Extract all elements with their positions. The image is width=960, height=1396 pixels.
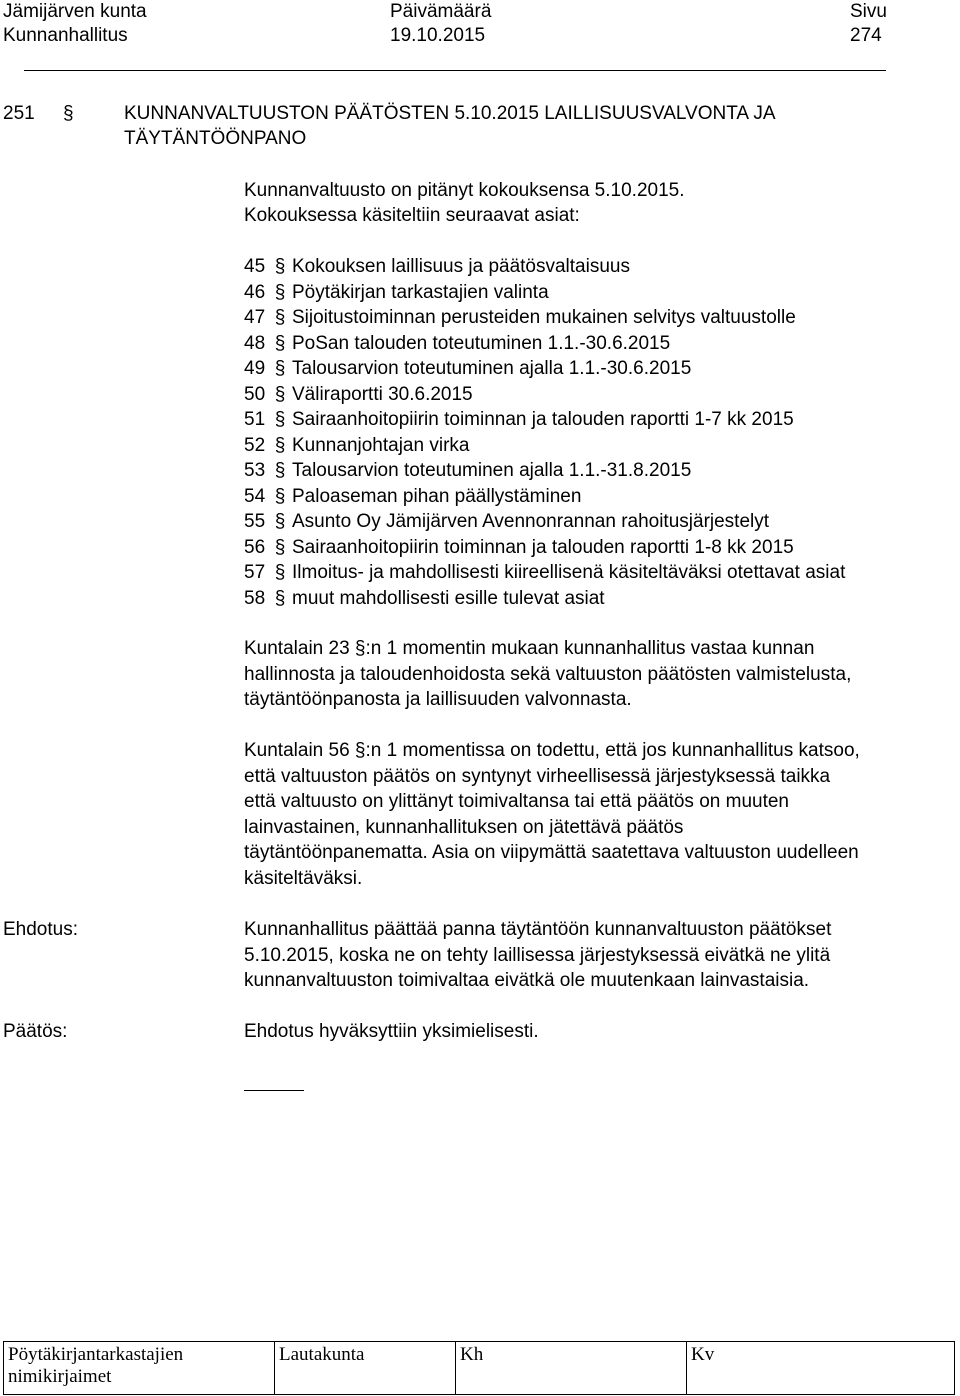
footer-board-cell: Lautakunta [275,1342,456,1395]
agenda-item-text: Sairaanhoitopiirin toiminnan ja talouden raportti 1-8 kk 2015 [292,536,794,558]
agenda-item-list [244,254,845,611]
section-sign: § [274,434,286,456]
agenda-item [244,560,845,586]
section-sign: § [274,536,286,558]
agenda-item-text: Paloaseman pihan päällystäminen [292,485,582,507]
paragraph-line: täytäntöönpanematta. Asia on viipymättä saatettava valtuuston uudelleen [244,842,859,863]
agenda-item-number: 46 [244,281,266,303]
section-sign: § [274,256,286,277]
agenda-item [244,254,845,280]
agenda-item [244,433,845,459]
agenda-item [244,509,845,535]
agenda-item [244,458,845,484]
agenda-item [244,586,845,612]
agenda-item-number: 54 [244,485,266,507]
section-sign: § [274,358,286,379]
footer-inspectors-cell: Pöytäkirjantarkastajien nimikirjaimet [4,1342,275,1395]
section-sign: § [274,460,286,481]
section-title-line2: TÄYTÄNTÖÖNPANO [124,128,307,149]
paragraph-line: 5.10.2015, koska ne on tehty laillisessa järjestyksessä eivätkä ne ylitä [244,944,831,966]
section-sign: § [274,587,286,609]
agenda-item-number: 48 [244,332,266,354]
agenda-item-text: PoSan talouden toteutuminen 1.1.-30.6.2015 [292,332,671,354]
header-rule [24,70,886,71]
section-symbol: § [63,103,74,124]
agenda-item-number: 51 [244,409,266,430]
agenda-item [244,407,845,433]
section-sign: § [274,281,286,303]
agenda-item-text: Kokouksen laillisuus ja päätösvaltaisuus [292,256,630,277]
paragraph-line: että valtuusto on ylittänyt toimivaltansa tai että päätös on muuten [244,791,789,812]
paragraph-line: että valtuuston päätös on syntynyt virheellisessä järjestyksessä taikka [244,765,831,787]
agenda-item-text: Ilmoitus- ja mahdollisesti kiireellisenä käsiteltäväksi otettavat asiat [292,562,846,583]
section-sign: § [274,409,286,430]
agenda-item [244,356,845,382]
agenda-item [244,331,845,357]
paragraph-line: lainvastainen, kunnanhallituksen on jätettävä päätös [244,816,684,838]
paragraph-line: käsiteltäväksi. [244,867,363,889]
agenda-item-number: 47 [244,307,266,328]
agenda-item-text: Sairaanhoitopiirin toiminnan ja talouden raportti 1-7 kk 2015 [292,409,794,430]
decision-text: Ehdotus hyväksyttiin yksimielisesti. [244,1021,539,1042]
section-sign: § [274,332,286,354]
section-sign: § [274,562,286,583]
header-org: Jämijärven kunta [3,1,147,22]
agenda-item-number: 58 [244,587,266,609]
agenda-item [244,280,845,306]
paragraph-line: Kuntalain 56 §:n 1 momentissa on todettu, että jos kunnanhallitus katsoo, [244,740,860,761]
header-body-name: Kunnanhallitus [3,25,128,46]
agenda-item-text: Väliraportti 30.6.2015 [292,383,473,405]
agenda-item-number: 52 [244,434,266,456]
agenda-item-text: Asunto Oy Jämijärven Avennonrannan rahoitusjärjestelyt [292,511,770,532]
paragraph-municipal-act-56 [244,738,960,891]
paragraph-line: Kuntalain 23 §:n 1 momentin mukaan kunnanhallitus vastaa kunnan [244,638,815,659]
agenda-item-text: muut mahdollisesti esille tulevat asiat [292,587,605,609]
agenda-item-number: 57 [244,562,266,583]
paragraph-line: kunnanvaltuuston toimivaltaa eivätkä ole muutenkaan lainvastaisia. [244,970,810,991]
section-sign: § [274,307,286,328]
proposal-label: Ehdotus: [3,919,78,940]
section-sign: § [274,511,286,532]
paragraph-municipal-act-23 [244,636,960,713]
proposal-text [244,917,960,994]
paragraph-line: täytäntöönpanosta ja laillisuuden valvonnasta. [244,689,632,710]
header-page-label: Sivu [850,1,887,22]
intro-line1: Kunnanvaltuusto on pitänyt kokouksensa 5.10.2015. [244,180,685,201]
agenda-item-number: 49 [244,358,266,379]
agenda-item [244,305,845,331]
agenda-item-number: 45 [244,256,266,277]
agenda-item [244,484,845,510]
agenda-item [244,382,845,408]
decision-label: Päätös: [3,1021,68,1042]
agenda-item-number: 53 [244,460,266,481]
section-number: 251 [3,103,35,124]
header-date: 19.10.2015 [390,25,486,46]
section-sign: § [274,485,286,507]
agenda-item-text: Talousarvion toteutuminen ajalla 1.1.-31.8.2015 [292,460,692,481]
agenda-item-number: 56 [244,536,266,558]
footer-kv-cell: Kv [687,1342,955,1395]
header-page-number: 274 [850,25,882,46]
agenda-item-text: Sijoitustoiminnan perusteiden mukainen selvitys valtuustolle [292,307,796,328]
agenda-item-text: Talousarvion toteutuminen ajalla 1.1.-30.6.2015 [292,358,692,379]
end-line [244,1090,304,1091]
agenda-item-number: 50 [244,383,266,405]
section-title-line1: KUNNANVALTUUSTON PÄÄTÖSTEN 5.10.2015 LAILLISUUSVALVONTA JA [124,103,776,124]
paragraph-line: Kunnanhallitus päättää panna täytäntöön kunnanvaltuuston päätökset [244,919,832,940]
intro-line2: Kokouksessa käsiteltiin seuraavat asiat: [244,205,580,226]
footer-kh-cell: Kh [456,1342,687,1395]
header-date-label: Päivämäärä [390,1,492,22]
agenda-item-text: Pöytäkirjan tarkastajien valinta [292,281,549,303]
agenda-item-number: 55 [244,511,266,532]
section-sign: § [274,383,286,405]
footer-signature-table [3,1341,955,1395]
agenda-item [244,535,845,561]
agenda-item-text: Kunnanjohtajan virka [292,434,470,456]
paragraph-line: hallinnosta ja taloudenhoidosta sekä valtuuston päätösten valmistelusta, [244,663,852,685]
